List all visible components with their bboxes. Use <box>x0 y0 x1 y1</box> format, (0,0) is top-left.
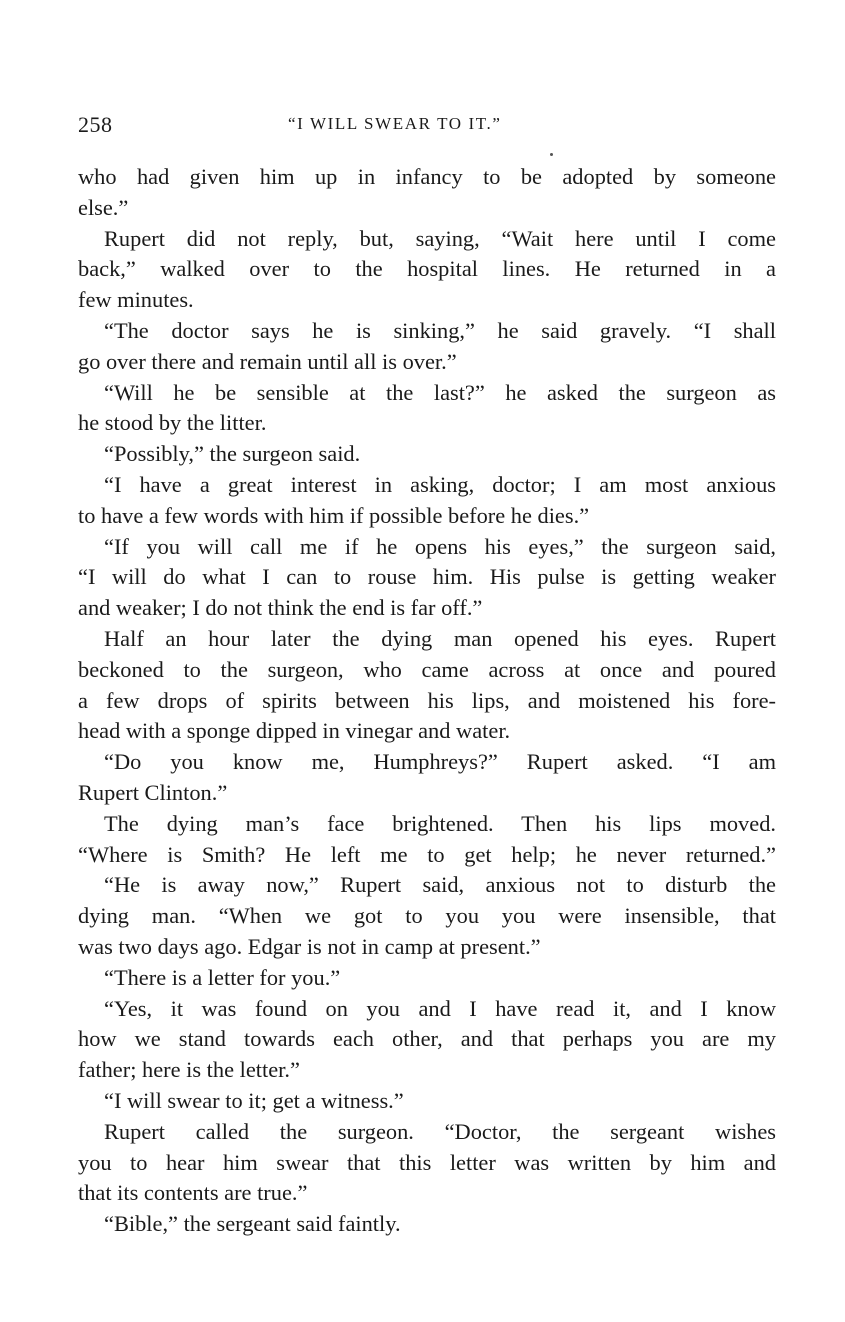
text-line: “Possibly,” the surgeon said. <box>104 441 361 467</box>
text-line: few minutes. <box>78 287 194 313</box>
text-line: who had given him up in infancy to be adopted by someone <box>78 164 776 189</box>
text-line: to have a few words with him if possible before he dies.” <box>78 502 590 528</box>
text-line: else.” <box>78 194 129 220</box>
text-line: head with a sponge dipped in vinegar and water. <box>78 718 511 744</box>
text-line: “The doctor says he is sinking,” he said gravely. “I shall <box>104 317 776 343</box>
text-line: father; here is the letter.” <box>78 1057 300 1083</box>
text-line: you to hear him swear that this letter was written by him and <box>78 1149 776 1175</box>
text-line: “I will do what I can to rouse him. His pulse is getting weaker <box>78 564 776 590</box>
text-line: “Will he be sensible at the last?” he asked the surgeon as <box>104 379 776 405</box>
text-line: he stood by the litter. <box>78 410 267 436</box>
text-line: Rupert Clinton.” <box>78 779 228 805</box>
text-line: Half an hour later the dying man opened his eyes. Rupert <box>104 625 776 651</box>
text-line: a few drops of spirits between his lips, and moistened his fore- <box>78 687 776 713</box>
text-line: dying man. “When we got to you you were insensible, that <box>78 903 776 929</box>
print-speck <box>550 153 553 156</box>
text-line: “Do you know me, Humphreys?” Rupert asked. “I am <box>104 749 776 775</box>
text-line: “There is a letter for you.” <box>104 964 341 990</box>
text-line: The dying man’s face brightened. Then his lips moved. <box>104 810 776 836</box>
text-line: “I have a great interest in asking, doctor; I am most anxious <box>104 471 776 497</box>
text-line: back,” walked over to the hospital lines. He returned in a <box>78 256 776 282</box>
text-line: “Bible,” the sergeant said faintly. <box>104 1211 401 1237</box>
page-number: 258 <box>78 112 113 137</box>
text-line: was two days ago. Edgar is not in camp at present.” <box>78 933 541 959</box>
text-line: “If you will call me if he opens his eyes,” the surgeon said, <box>104 533 776 559</box>
text-line: “Where is Smith? He left me to get help; he never returned.” <box>78 841 776 867</box>
text-line: “Yes, it was found on you and I have read it, and I know <box>104 995 776 1021</box>
text-line: that its contents are true.” <box>78 1180 308 1206</box>
text-line: “I will swear to it; get a witness.” <box>104 1087 404 1113</box>
body-text <box>78 162 776 1240</box>
text-line: and weaker; I do not think the end is far off.” <box>78 595 483 621</box>
text-line: go over there and remain until all is over.” <box>78 348 457 374</box>
text-line: how we stand towards each other, and that perhaps you are my <box>78 1026 776 1052</box>
text-line: Rupert did not reply, but, saying, “Wait here until I come <box>104 225 776 251</box>
text-line: “He is away now,” Rupert said, anxious not to disturb the <box>104 872 776 898</box>
text-line: Rupert called the surgeon. “Doctor, the sergeant wishes <box>104 1118 776 1144</box>
running-title: “I WILL SWEAR TO IT.” <box>288 114 502 133</box>
text-line: beckoned to the surgeon, who came across at once and poured <box>78 656 776 682</box>
running-head <box>78 112 778 144</box>
